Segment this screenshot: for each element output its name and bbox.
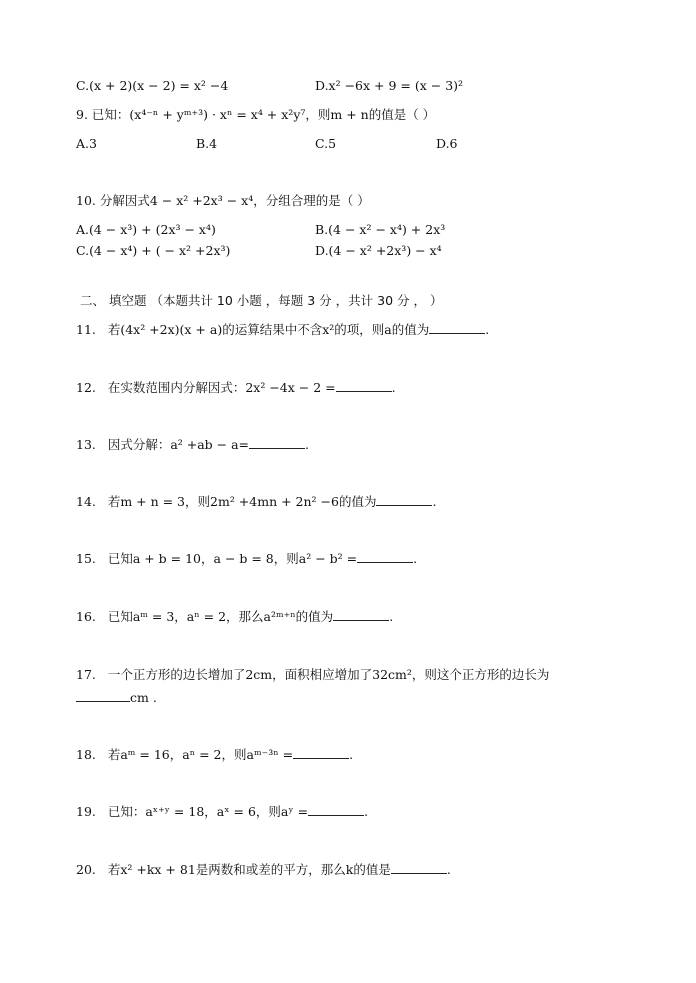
question-17 bbox=[76, 667, 549, 683]
question-15 bbox=[76, 551, 417, 567]
question-11 bbox=[76, 322, 489, 338]
q10-option-a: A.(4 − x³) + (2x³ − x⁴) bbox=[76, 222, 216, 237]
question-number: 13. bbox=[76, 437, 96, 452]
question-end: . bbox=[389, 609, 394, 624]
question-text: 已知：aˣ⁺ʸ = 18，aˣ = 6，则aʸ = bbox=[107, 804, 309, 819]
q9-stem: 9. 已知：(x⁴⁻ⁿ + yᵐ⁺³) · xⁿ = x⁴ + x²y⁷，则m + n的值是（ ） bbox=[76, 107, 436, 122]
answer-blank[interactable] bbox=[249, 437, 305, 449]
question-end: . bbox=[432, 494, 437, 509]
question-number: 20. bbox=[76, 862, 96, 877]
q10-option-d: D.(4 − x² +2x³) − x⁴ bbox=[315, 243, 442, 258]
question-end: . bbox=[391, 380, 396, 395]
question-number: 11. bbox=[76, 322, 96, 337]
question-end: . bbox=[364, 804, 369, 819]
q10-option-c: C.(4 − x⁴) + ( − x² +2x³) bbox=[76, 243, 231, 258]
question-text: 若x² +kx + 81是两数和或差的平方，那么k的值是 bbox=[107, 862, 391, 877]
q9-option-d: D.6 bbox=[436, 136, 458, 151]
question-number: 14. bbox=[76, 494, 96, 509]
q10-stem: 10. 分解因式4 − x² +2x³ − x⁴，分组合理的是（ ） bbox=[76, 193, 370, 208]
unit-text: cm . bbox=[130, 690, 157, 705]
question-end: . bbox=[349, 747, 354, 762]
answer-blank[interactable] bbox=[336, 380, 392, 392]
answer-blank[interactable] bbox=[293, 747, 349, 759]
question-number: 12. bbox=[76, 380, 96, 395]
question-12 bbox=[76, 380, 396, 396]
q9-option-c: C.5 bbox=[315, 136, 337, 151]
q9-option-b: B.4 bbox=[196, 136, 218, 151]
question-text: 在实数范围内分解因式：2x² −4x − 2 = bbox=[107, 380, 336, 395]
answer-blank[interactable] bbox=[376, 494, 432, 506]
question-end: . bbox=[305, 437, 310, 452]
answer-blank[interactable] bbox=[429, 322, 485, 334]
question-text: 若(4x² +2x)(x + a)的运算结果中不含x²的项，则a的值为 bbox=[107, 322, 430, 337]
answer-blank[interactable] bbox=[308, 804, 364, 816]
answer-blank[interactable] bbox=[333, 609, 389, 621]
question-16 bbox=[76, 609, 393, 625]
question-text: 若aᵐ = 16，aⁿ = 2，则aᵐ⁻³ⁿ = bbox=[107, 747, 294, 762]
question-end: . bbox=[485, 322, 490, 337]
q8-option-c: C.(x + 2)(x − 2) = x² −4 bbox=[76, 78, 229, 93]
question-end: . bbox=[413, 551, 418, 566]
question-end: . bbox=[446, 862, 451, 877]
question-number: 15. bbox=[76, 551, 96, 566]
answer-blank[interactable] bbox=[76, 690, 130, 702]
question-17-continuation bbox=[76, 690, 157, 706]
question-18 bbox=[76, 747, 353, 763]
question-14 bbox=[76, 494, 436, 510]
question-text: 已知a + b = 10，a − b = 8，则a² − b² = bbox=[107, 551, 358, 566]
question-20 bbox=[76, 862, 451, 878]
answer-blank[interactable] bbox=[391, 862, 447, 874]
question-text: 已知aᵐ = 3，aⁿ = 2，那么a²ᵐ⁺ⁿ的值为 bbox=[107, 609, 334, 624]
question-13 bbox=[76, 437, 309, 453]
q10-option-b: B.(4 − x² − x⁴) + 2x³ bbox=[315, 222, 446, 237]
q8-option-d: D.x² −6x + 9 = (x − 3)² bbox=[315, 78, 464, 93]
question-number: 18. bbox=[76, 747, 96, 762]
section-2-header: 二、 填空题 （本题共计 10 小题 ，每题 3 分 ，共计 30 分 ， ） bbox=[80, 293, 443, 308]
question-19 bbox=[76, 804, 368, 820]
question-text: 因式分解：a² +ab − a= bbox=[107, 437, 250, 452]
question-text: 一个正方形的边长增加了2cm，面积相应增加了32cm²，则这个正方形的边长为 bbox=[107, 667, 550, 682]
question-text: 若m + n = 3，则2m² +4mn + 2n² −6的值为 bbox=[107, 494, 377, 509]
question-number: 17. bbox=[76, 667, 96, 682]
answer-blank[interactable] bbox=[357, 551, 413, 563]
question-number: 19. bbox=[76, 804, 96, 819]
question-number: 16. bbox=[76, 609, 96, 624]
q9-option-a: A.3 bbox=[76, 136, 97, 151]
